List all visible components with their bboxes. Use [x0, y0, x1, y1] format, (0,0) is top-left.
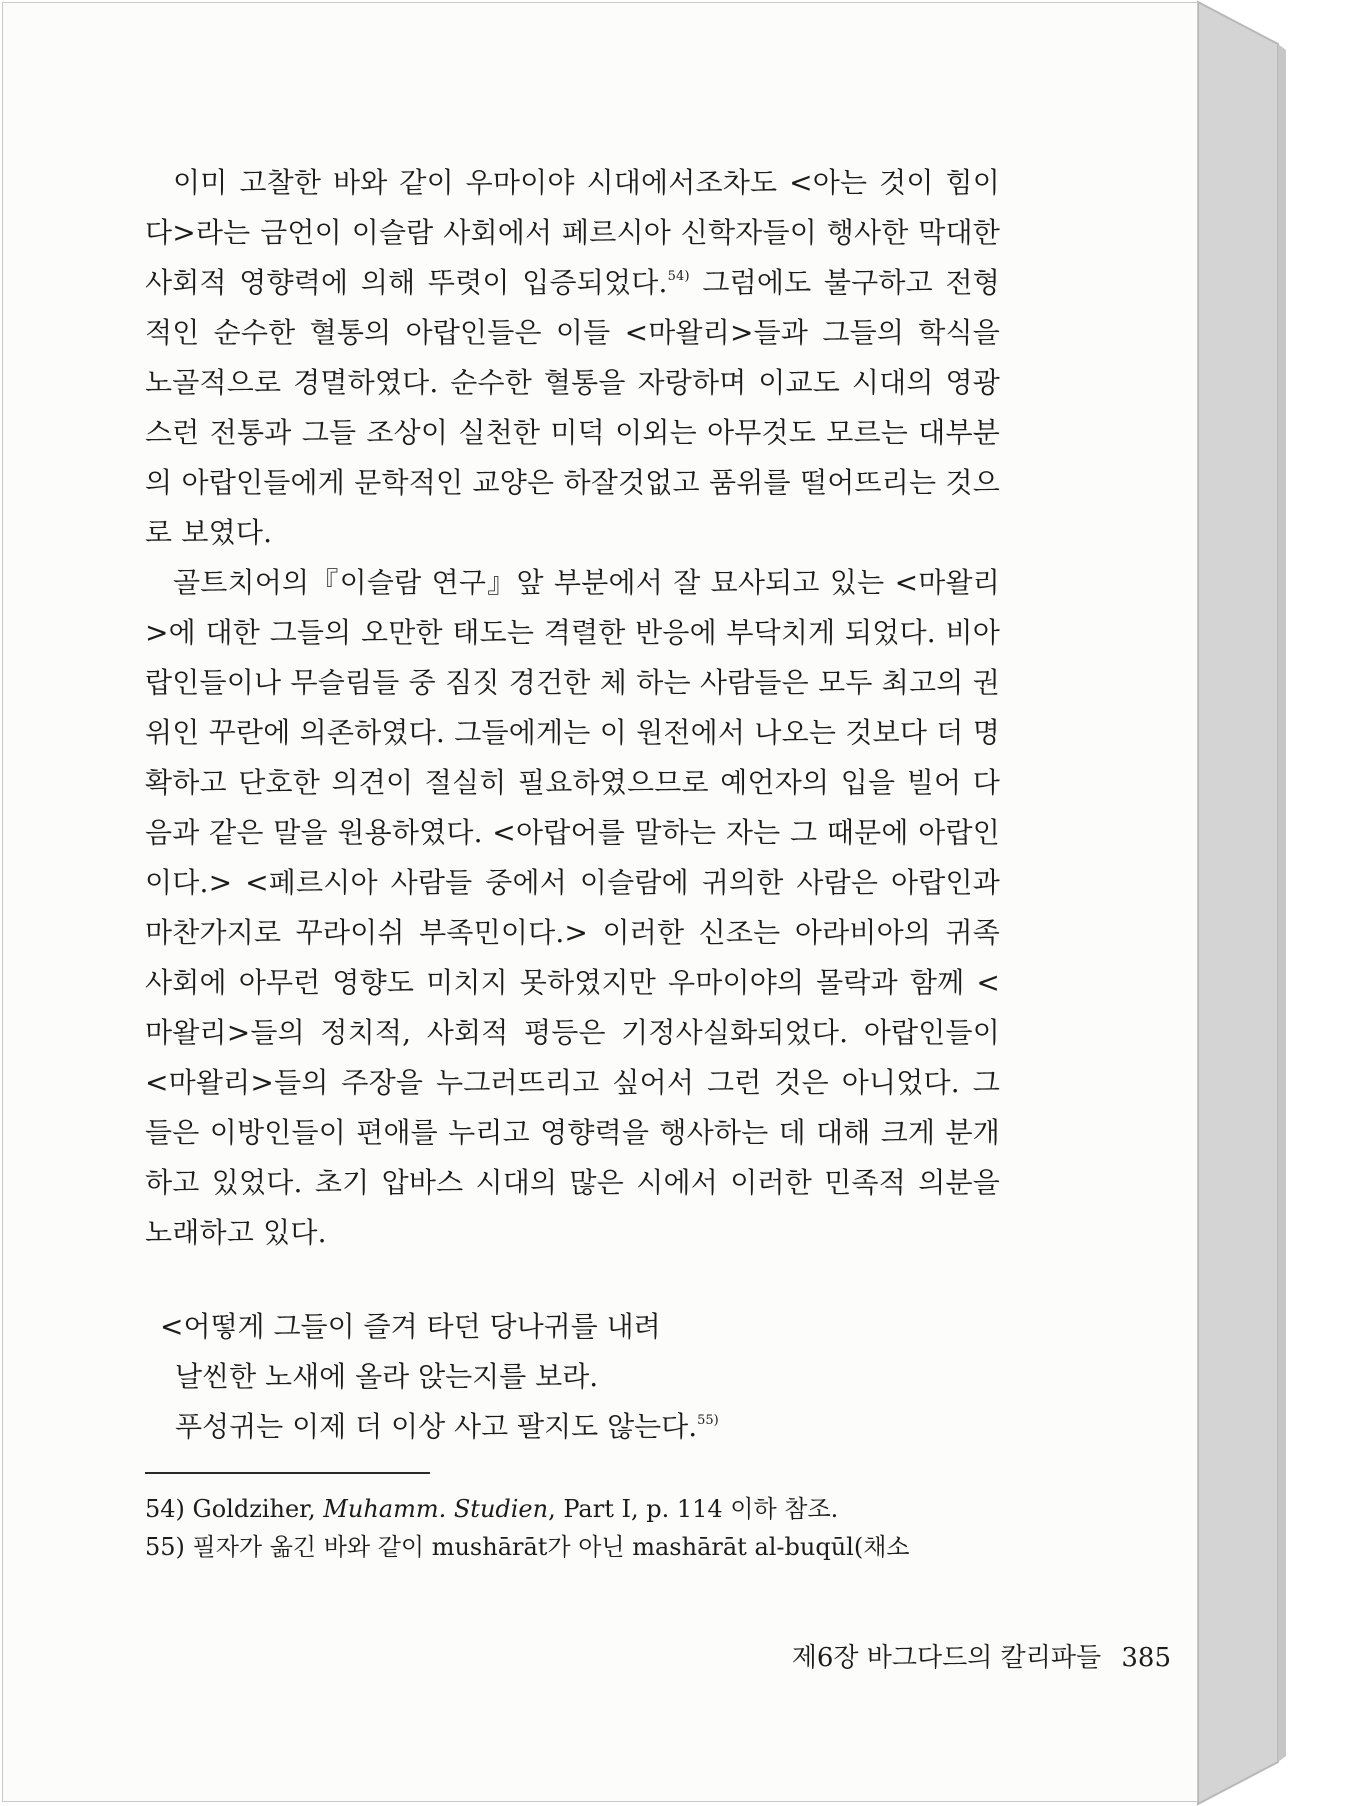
spine-shadow — [1278, 44, 1286, 1762]
spine-face — [1198, 2, 1278, 1804]
footnote-55-marker: 55) — [145, 1533, 185, 1561]
verse-line-3-text: 푸성귀는 이제 더 이상 사고 팔지도 않는다. — [175, 1410, 698, 1443]
footnote-55 — [145, 1528, 1005, 1566]
chapter-title: 바그다드의 칼리파들 — [866, 1643, 1102, 1673]
footnotes — [145, 1490, 1005, 1566]
paragraph-2: 골트치어의『이슬람 연구』앞 부분에서 잘 묘사되고 있는 <마왈리>에 대한 그들의 오만한 태도는 격렬한 반응에 부닥치게 되었다. 비아랍인들이나 무슬림들 중 짐짓 경건한 체 하는 사람들은 모두 최고의 권위인 꾸란에 의존하였다. 그들에게는 이 원전에서 나오는 것보다 더 명확하고 단호한 의견이 절실히 필요하였으므로 예언자의 입을 빌어 다음과 같은 말을 원용하였다. <아랍어를 말하는 자는 그 때문에 아랍인이다.> <페르시아 사람들 중에서 이슬람에 귀의한 사람은 아랍인과 마찬가지로 꾸라이쉬 부족민이다.> 이러한 신조는 아라비아의 귀족 사회에 아무런 영향도 미치지 못하였지만 우마이야의 몰락과 함께 <마왈리>들의 정치적, 사회적 평등은 기정사실화되었다. 아랍인들이 <마왈리>들의 주장을 누그러뜨리고 싶어서 그런 것은 아니었다. 그들은 이방인들이 편애를 누리고 영향력을 행사하는 데 대해 크게 분개하고 있었다. 초기 압바스 시대의 많은 시에서 이러한 민족적 의분을 노래하고 있다. — [145, 566, 1000, 1249]
chapter-label: 제6장 — [791, 1643, 859, 1673]
footnote-54 — [145, 1490, 1005, 1528]
page-number: 385 — [1121, 1643, 1171, 1673]
main-text — [145, 158, 1000, 1258]
footnote-54-author: Goldziher, — [184, 1495, 324, 1523]
verse-quote — [160, 1302, 1020, 1452]
footnote-ref-54: 54) — [667, 269, 690, 284]
verse-line-2: 날씬한 노새에 올라 앉는지를 보라. — [175, 1360, 599, 1393]
paragraph-1-continued: 그럼에도 불구하고 전형적인 순수한 혈통의 아랍인들은 이들 <마왈리>들과 그들의 학식을 노골적으로 경멸하였다. 순수한 혈통을 자랑하며 이교도 시대의 영광스런 전통과 그들 조상이 실천한 미덕 이외는 아무것도 모르는 대부분의 아랍인들에게 문학적인 교양은 하잘것없고 품위를 떨어뜨리는 것으로 보였다. — [145, 266, 1000, 549]
running-footer — [792, 1637, 1171, 1674]
verse-line-3 — [160, 1402, 1020, 1452]
footnote-55-text: 필자가 옮긴 바와 같이 mushārāt가 아닌 mashārāt al-buqūl(채소 — [184, 1533, 910, 1561]
footnote-54-rest: , Part I, p. 114 이하 참조. — [548, 1495, 839, 1523]
verse-line-1: <어떻게 그들이 즐겨 타던 당나귀를 내려 — [160, 1310, 661, 1343]
paragraph-1-text: 이미 고찰한 바와 같이 우마이야 시대에서조차도 <아는 것이 힘이다>라는 금언이 이슬람 사회에서 페르시아 신학자들이 행사한 막대한 사회적 영향력에 의해 뚜렷이 입증되었다. — [145, 166, 1000, 299]
footnote-ref-55: 55) — [697, 1413, 719, 1428]
footnote-54-title: Muhamm. Studien — [323, 1495, 549, 1523]
footnote-54-marker: 54) — [145, 1495, 185, 1523]
paragraph-1 — [145, 158, 1000, 558]
footnote-divider — [145, 1472, 430, 1474]
